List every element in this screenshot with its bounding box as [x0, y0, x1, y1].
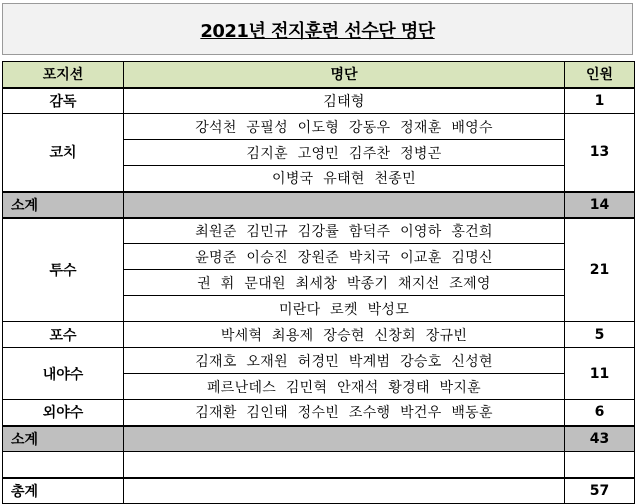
spacer-row — [3, 452, 635, 478]
names-coach-1: 강석천 공필성 이도형 강동우 정재훈 배영수 — [124, 114, 565, 140]
names-pitcher-2: 윤명준 이승진 장원준 박치국 이교훈 김명신 — [124, 244, 565, 270]
header-row — [3, 62, 635, 88]
subtotal-staff-count: 14 — [565, 192, 635, 218]
spacer-cell-1 — [3, 452, 124, 478]
total-count: 57 — [565, 478, 635, 504]
row-coach — [3, 114, 635, 140]
count-coach: 13 — [565, 114, 635, 192]
subtotal-players-label: 소계 — [3, 426, 124, 452]
total-label: 총계 — [3, 478, 124, 504]
position-pitcher: 투수 — [3, 218, 124, 322]
subtotal-players-count: 43 — [565, 426, 635, 452]
title-box — [2, 3, 633, 55]
names-manager-1: 김태형 — [124, 88, 565, 114]
names-coach-2: 김지훈 고영민 김주찬 정병곤 — [124, 140, 565, 166]
row-subtotal-staff — [3, 192, 635, 218]
row-outfield — [3, 400, 635, 426]
header-position: 포지션 — [3, 62, 124, 88]
subtotal-staff-label: 소계 — [3, 192, 124, 218]
names-infield-1: 김재호 오재원 허경민 박계범 강승호 신성현 — [124, 348, 565, 374]
subtotal-staff-empty — [124, 192, 565, 218]
header-count: 인원 — [565, 62, 635, 88]
position-outfield: 외야수 — [3, 400, 124, 426]
names-pitcher-3: 권 휘 문대원 최세창 박종기 채지선 조제영 — [124, 270, 565, 296]
names-coach-3: 이병국 유태현 천종민 — [124, 166, 565, 192]
names-pitcher-1: 최원준 김민규 김강률 함덕주 이영하 홍건희 — [124, 218, 565, 244]
row-catcher — [3, 322, 635, 348]
names-catcher-1: 박세혁 최용제 장승현 신창회 장규빈 — [124, 322, 565, 348]
spacer-cell-2 — [124, 452, 565, 478]
row-subtotal-players — [3, 426, 635, 452]
page-title: 2021년 전지훈련 선수단 명단 — [200, 21, 435, 42]
row-total — [3, 478, 635, 504]
subtotal-players-empty — [124, 426, 565, 452]
names-infield-2: 페르난데스 김민혁 안재석 황경태 박지훈 — [124, 374, 565, 400]
header-roster: 명단 — [124, 62, 565, 88]
position-catcher: 포수 — [3, 322, 124, 348]
count-pitcher: 21 — [565, 218, 635, 322]
count-outfield: 6 — [565, 400, 635, 426]
total-empty — [124, 478, 565, 504]
position-infield: 내야수 — [3, 348, 124, 400]
row-pitcher — [3, 218, 635, 244]
row-infield — [3, 348, 635, 374]
count-infield: 11 — [565, 348, 635, 400]
count-catcher: 5 — [565, 322, 635, 348]
spacer-cell-3 — [565, 452, 635, 478]
row-manager — [3, 88, 635, 114]
position-manager: 감독 — [3, 88, 124, 114]
roster-table — [2, 61, 635, 504]
names-pitcher-4: 미란다 로켓 박성모 — [124, 296, 565, 322]
position-coach: 코치 — [3, 114, 124, 192]
count-manager: 1 — [565, 88, 635, 114]
names-outfield-1: 김재환 김인태 정수빈 조수행 박건우 백동훈 — [124, 400, 565, 426]
